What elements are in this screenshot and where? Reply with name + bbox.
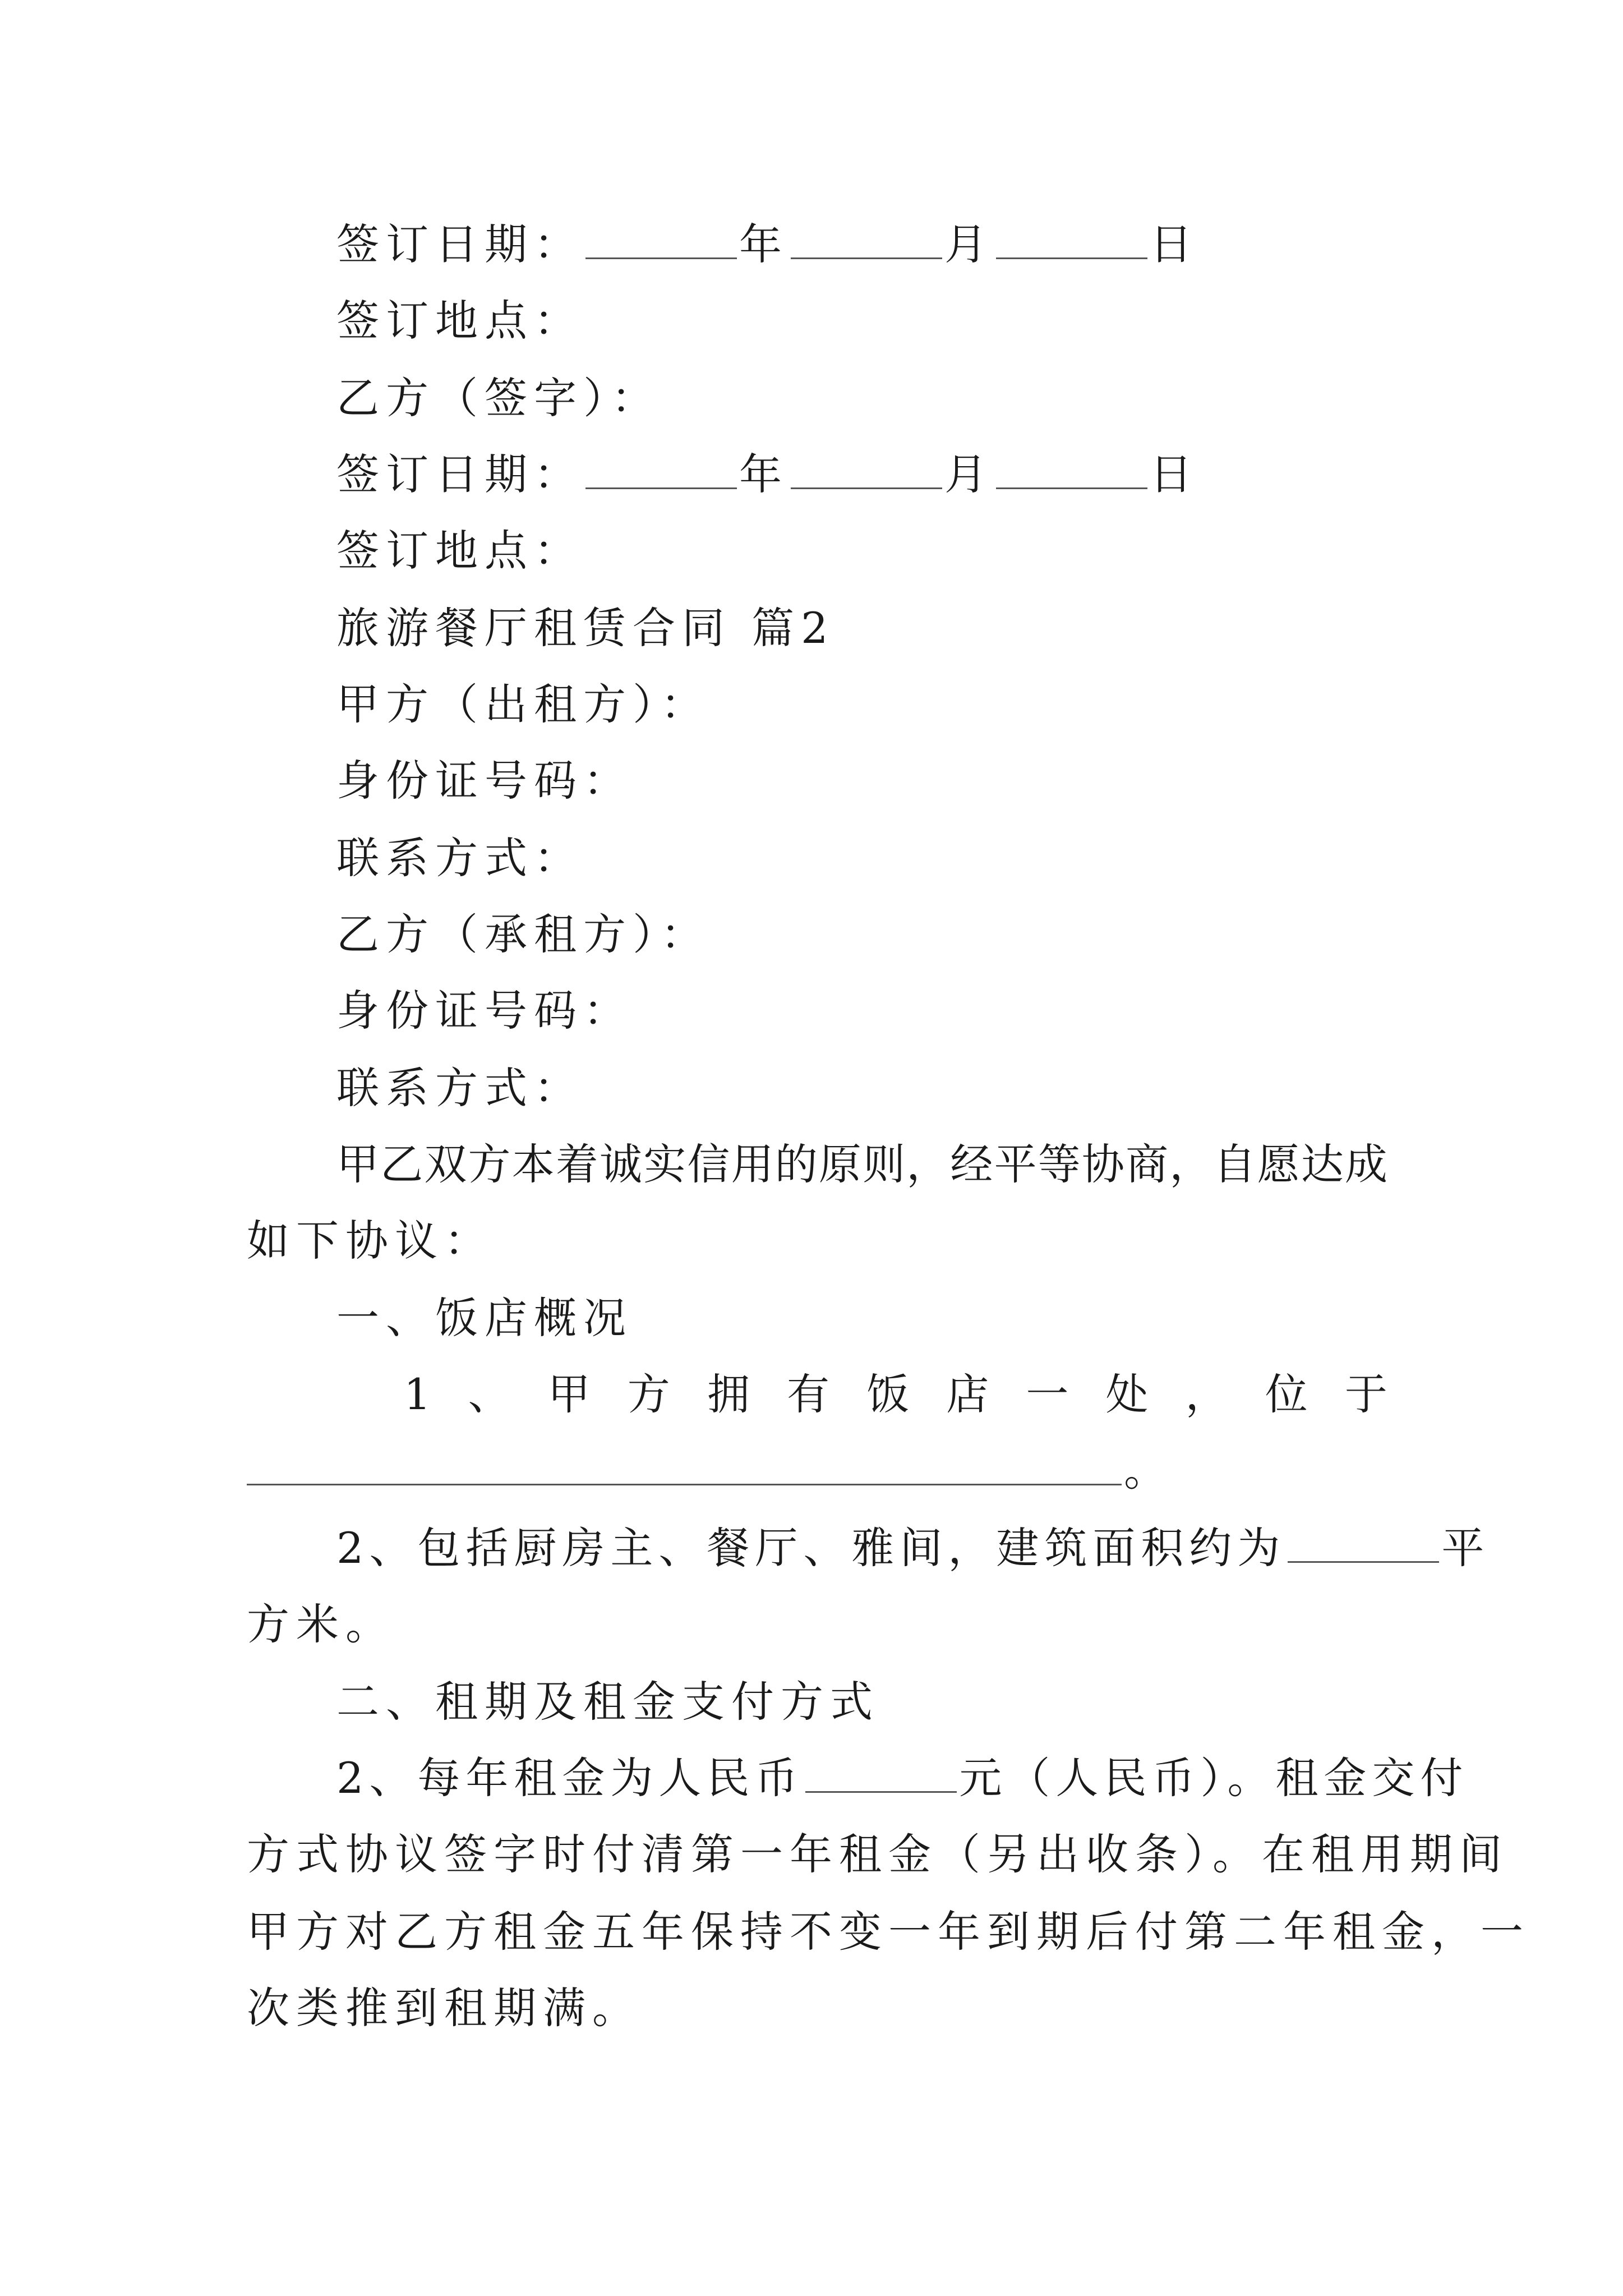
signing-date-label: 签订日期：	[336, 219, 583, 269]
year-blank	[585, 452, 737, 489]
party-b-id-line: 身份证号码：	[336, 986, 633, 1036]
rent-clause-line-1	[336, 1750, 1468, 1806]
section-2-heading: 二、租期及租金支付方式	[336, 1677, 879, 1727]
contract-title: 旅游餐厅租赁合同 篇2	[336, 603, 835, 653]
clause-1-char: ，	[1185, 1369, 1228, 1419]
location-blank	[247, 1448, 1122, 1485]
signing-date-line-1	[336, 217, 1199, 273]
clause-2-text: 2、包括厨房主、餐厅、雅间，建筑面积约为	[336, 1523, 1286, 1573]
clause-2-line-2: 方米。	[247, 1599, 395, 1649]
clause-1-char: 于	[1344, 1369, 1387, 1419]
clause-1-char: 一	[1026, 1369, 1069, 1419]
area-blank	[1288, 1525, 1439, 1563]
clause-1-char: 拥	[707, 1369, 750, 1419]
party-b-signature-line: 乙方（签字）：	[336, 373, 661, 423]
rent-clause-line-4: 次类推到租期满。	[247, 1983, 642, 2033]
party-b-contact-line: 联系方式：	[336, 1063, 583, 1113]
party-a-line: 甲方（出租方）：	[336, 679, 710, 729]
signing-date-line-2	[336, 447, 1199, 503]
clause-2-tail: 平	[1441, 1523, 1490, 1573]
section-1-heading: 一、饭店概况	[336, 1293, 633, 1343]
month-blank	[791, 222, 942, 259]
clause-1-char: 有	[786, 1369, 829, 1419]
party-a-contact-line: 联系方式：	[336, 833, 583, 883]
clause-1-char: 1	[404, 1369, 431, 1419]
party-b-line: 乙方（承租方）：	[336, 909, 710, 959]
clause-1-char: 店	[946, 1369, 989, 1419]
party-a-id-line: 身份证号码：	[336, 756, 633, 806]
clause-1-char: 饭	[866, 1369, 910, 1419]
month-label: 月	[944, 449, 994, 499]
clause-1-location-line	[247, 1443, 1173, 1499]
period: 。	[1124, 1446, 1173, 1496]
signing-date-label: 签订日期：	[336, 449, 583, 499]
preamble-line-1: 甲乙双方本着诚实信用的原则，经平等协商，自愿达成	[336, 1139, 1387, 1189]
year-blank	[585, 222, 737, 259]
clause-1-char: 方	[627, 1369, 670, 1419]
clause-1-line	[404, 1366, 1387, 1423]
rent-clause-text: 2、每年租金为人民币	[336, 1753, 804, 1803]
day-label: 日	[1150, 219, 1199, 269]
day-blank	[996, 222, 1147, 259]
month-label: 月	[944, 219, 994, 269]
signing-place-line-1: 签订地点：	[336, 296, 583, 346]
clause-1-char: 位	[1265, 1369, 1308, 1419]
day-blank	[996, 452, 1147, 489]
day-label: 日	[1150, 449, 1199, 499]
preamble-line-2: 如下协议：	[247, 1216, 494, 1266]
rent-amount-blank	[805, 1755, 957, 1793]
rent-clause-tail: 元（人民币）。租金交付	[959, 1753, 1469, 1803]
clause-1-char: 甲	[547, 1369, 591, 1419]
clause-1-char: 处	[1105, 1369, 1149, 1419]
rent-clause-line-3: 甲方对乙方租金五年保持不变一年到期后付第二年租金，一	[247, 1907, 1530, 1957]
clause-1-char: 、	[468, 1369, 511, 1419]
year-label: 年	[739, 219, 789, 269]
year-label: 年	[739, 449, 789, 499]
signing-place-line-2: 签订地点：	[336, 526, 583, 576]
rent-clause-line-2: 方式协议签字时付清第一年租金（另出收条）。在租用期间	[247, 1829, 1509, 1879]
month-blank	[791, 452, 942, 489]
clause-2-line-1	[336, 1520, 1490, 1576]
